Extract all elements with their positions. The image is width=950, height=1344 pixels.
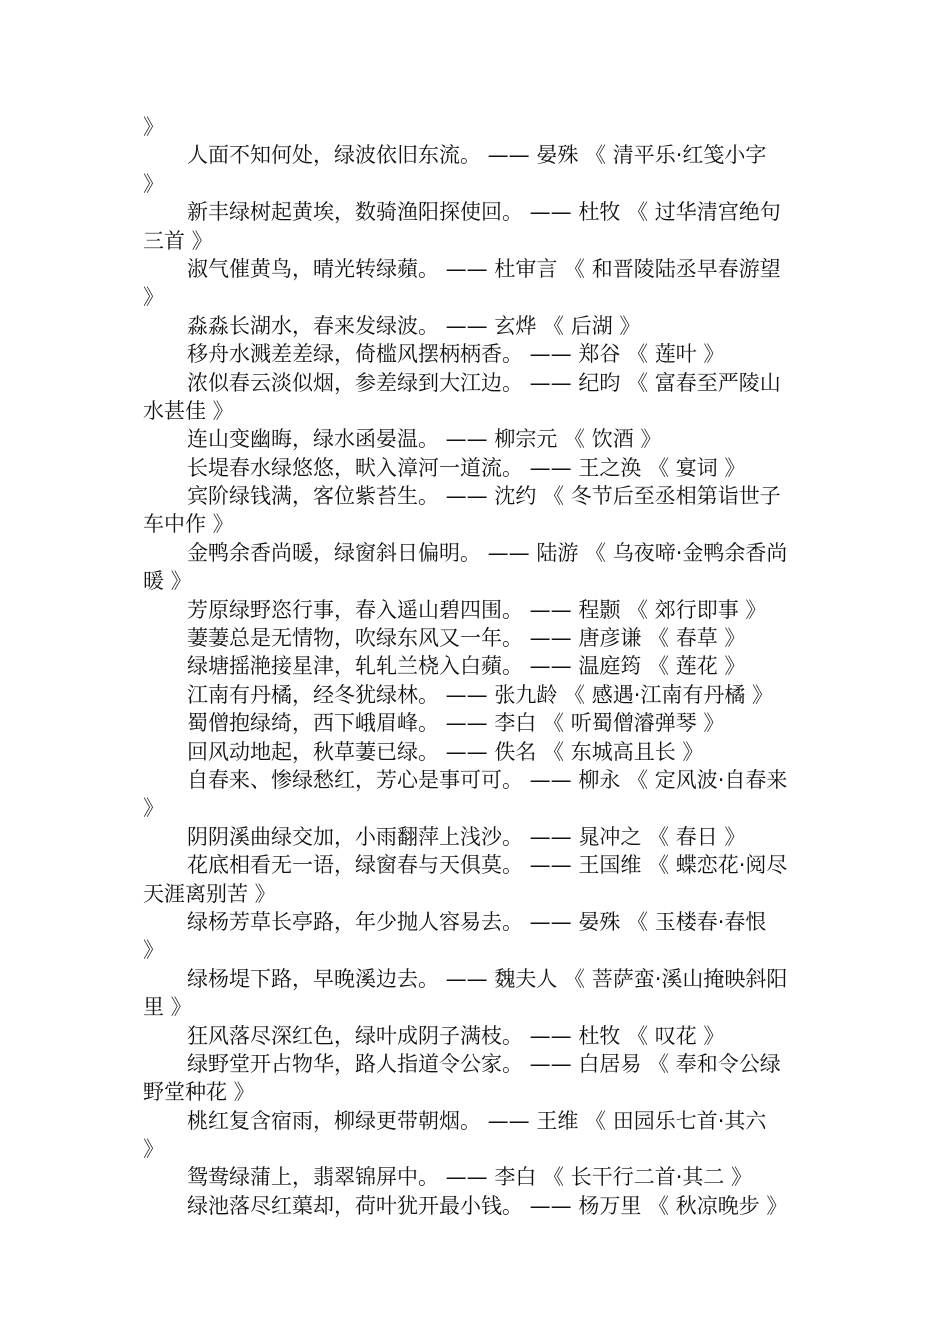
verse-line-continuation: 水甚佳 》 xyxy=(143,398,234,423)
verse-line: 淼淼长湖水，春来发绿波。 —— 玄烨 《 后湖 》 xyxy=(187,313,641,338)
verse-line-continuation: 天涯离别苦 》 xyxy=(143,881,276,906)
verse-line: 萋萋总是无情物，吹绿东风又一年。 —— 唐彦谦 《 春草 》 xyxy=(187,626,746,651)
verse-line-continuation: 野堂种花 》 xyxy=(143,1080,255,1105)
verse-line-continuation: 三首 》 xyxy=(143,228,213,253)
verse-line-continuation: 车中作 》 xyxy=(143,512,234,537)
verse-line-continuation: 暖 》 xyxy=(143,569,192,594)
verse-line: 自春来、惨绿愁红，芳心是事可可。 —— 柳永 《 定风波·自春来 xyxy=(187,767,788,792)
verse-line: 绿野堂开占物华，路人指道令公家。 —— 白居易 《 奉和令公绿 xyxy=(187,1051,781,1076)
verse-line: 人面不知何处，绿波依旧东流。 —— 晏殊 《 清平乐·红笺小字 xyxy=(187,143,767,168)
verse-line: 芳原绿野恣行事，春入遥山碧四围。 —— 程颢 《 郊行即事 》 xyxy=(187,597,767,622)
verse-line: 绿杨芳草长亭路，年少抛人容易去。 —— 晏殊 《 玉楼春·春恨 xyxy=(187,909,767,934)
verse-line: 江南有丹橘，经冬犹绿林。 —— 张九龄 《 感遇·江南有丹橘 》 xyxy=(187,682,774,707)
verse-line: 新丰绿树起黄埃，数骑渔阳探使回。 —— 杜牧 《 过华清宫绝句 xyxy=(187,200,781,225)
verse-line: 狂风落尽深红色，绿叶成阴子满枝。 —— 杜牧 《 叹花 》 xyxy=(187,1023,725,1048)
verse-line: 绿塘摇滟接星津，轧轧兰桡入白蘋。 —— 温庭筠 《 莲花 》 xyxy=(187,654,746,679)
verse-line: 移舟水溅差差绿，倚槛风摆柄柄香。 —— 郑谷 《 莲叶 》 xyxy=(187,342,725,367)
verse-line-continuation: 》 xyxy=(143,1137,164,1162)
verse-line: 淑气催黄鸟，晴光转绿蘋。 —— 杜审言 《 和晋陵陆丞早春游望 xyxy=(187,256,781,281)
verse-line: 金鸭余香尚暖，绿窗斜日偏明。 —— 陆游 《 乌夜啼·金鸭余香尚 xyxy=(187,540,788,565)
verse-line: 连山变幽晦，绿水函晏温。 —— 柳宗元 《 饮酒 》 xyxy=(187,427,662,452)
verse-line: 浓似春云淡似烟，参差绿到大江边。 —— 纪昀 《 富春至严陵山 xyxy=(187,370,781,395)
verse-line-continuation: 》 xyxy=(143,938,164,963)
verse-line: 蜀僧抱绿绮，西下峨眉峰。 —— 李白 《 听蜀僧濬弹琴 》 xyxy=(187,711,725,736)
verse-line: 桃红复含宿雨，柳绿更带朝烟。 —— 王维 《 田园乐七首·其六 xyxy=(187,1108,767,1133)
verse-line-continuation: 里 》 xyxy=(143,995,192,1020)
verse-line: 绿杨堤下路，早晚溪边去。 —— 魏夫人 《 菩萨蛮·溪山掩映斜阳 xyxy=(187,966,788,991)
verse-line: 长堤春水绿悠悠，畎入漳河一道流。 —— 王之涣 《 宴词 》 xyxy=(187,455,746,480)
verse-line: 鸳鸯绿蒲上，翡翠锦屏中。 —— 李白 《 长干行二首·其二 》 xyxy=(187,1165,753,1190)
verse-line: 回风动地起，秋草萋已绿。 —— 佚名 《 东城高且长 》 xyxy=(187,739,704,764)
verse-line: 绿池落尽红蕖却，荷叶犹开最小钱。 —— 杨万里 《 秋凉晚步 》 xyxy=(187,1193,788,1218)
verse-line-continuation: 》 xyxy=(143,171,164,196)
verse-line: 宾阶绿钱满，客位紫苔生。 —— 沈约 《 冬节后至丞相第诣世子 xyxy=(187,484,781,509)
verse-line-continuation: 》 xyxy=(143,285,164,310)
verse-line: 阴阴溪曲绿交加，小雨翻萍上浅沙。 —— 晁冲之 《 春日 》 xyxy=(187,824,746,849)
verse-line-continuation: 》 xyxy=(143,796,164,821)
poem-text-body xyxy=(143,113,813,1220)
verse-line: 花底相看无一语，绿窗春与天俱莫。 —— 王国维 《 蝶恋花·阅尽 xyxy=(187,853,788,878)
verse-line-continuation: 》 xyxy=(143,115,164,139)
